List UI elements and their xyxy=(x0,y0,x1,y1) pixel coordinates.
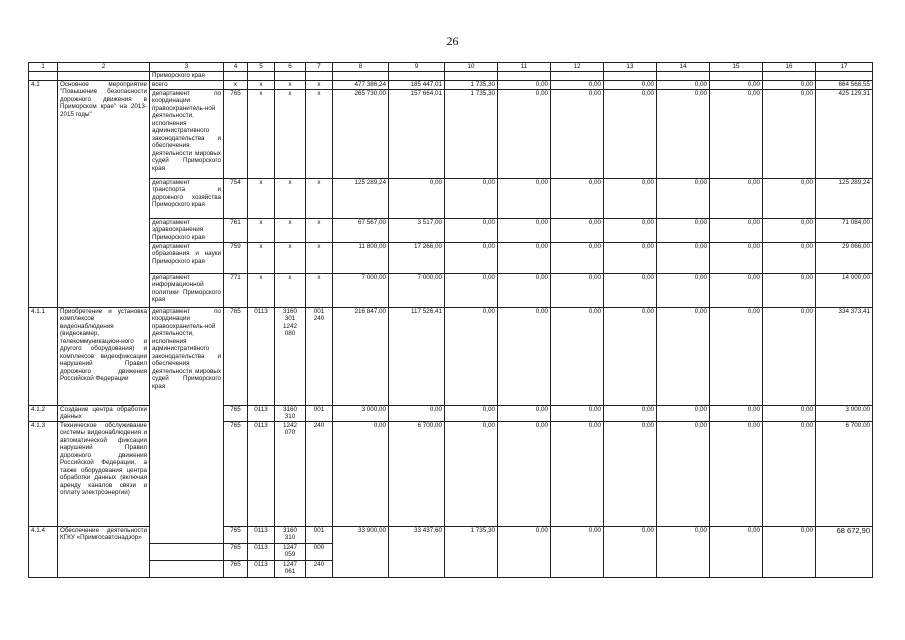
value-cell: 0,00 xyxy=(763,421,816,526)
value-cell: 0,00 xyxy=(551,526,604,577)
value-cell: 0,00 xyxy=(498,405,551,421)
total-cell: 664 568,55 xyxy=(816,80,873,89)
column-header: 6 xyxy=(275,63,306,72)
table-row xyxy=(29,72,873,81)
value-cell: 0,00 xyxy=(551,242,604,273)
value-cell: 0,00 xyxy=(604,526,657,577)
value-cell: 0,00 xyxy=(498,526,551,577)
value-cell: 0,00 xyxy=(763,273,816,307)
value-cell: 0,00 xyxy=(710,242,763,273)
code-grbs: 765 xyxy=(224,421,248,526)
value-cell: 0,00 xyxy=(763,526,816,577)
total-cell: 68 672,90 xyxy=(816,526,873,577)
value-cell: 265 730,00 xyxy=(333,89,389,178)
value-cell: 0,00 xyxy=(657,307,710,405)
executor: всего xyxy=(150,80,224,89)
value-cell: 1 735,30 xyxy=(445,89,498,178)
value-cell: 0,00 xyxy=(445,218,498,242)
code-vr: x xyxy=(306,89,333,178)
value-cell: 0,00 xyxy=(604,405,657,421)
value-cell: 0,00 xyxy=(763,405,816,421)
value-cell xyxy=(333,72,389,81)
row-number: 4.1.3 xyxy=(29,421,58,526)
column-header: 5 xyxy=(248,63,275,72)
value-cell: 0,00 xyxy=(333,421,389,526)
total-cell xyxy=(816,72,873,81)
code-grbs xyxy=(224,72,248,81)
value-cell: 185 447,01 xyxy=(389,80,445,89)
column-header: 13 xyxy=(604,63,657,72)
code-csr: 1242 070 xyxy=(275,421,306,526)
code-grbs: 765 xyxy=(224,405,248,421)
code-vr: x xyxy=(306,80,333,89)
value-cell: 0,00 xyxy=(604,218,657,242)
code-csr: 1247 061 xyxy=(275,560,306,577)
code-grbs: 759 xyxy=(224,242,248,273)
value-cell: 0,00 xyxy=(498,218,551,242)
code-rzpr: 0113 xyxy=(248,421,275,526)
code-rzpr: x xyxy=(248,89,275,178)
value-cell: 0,00 xyxy=(498,307,551,405)
value-cell: 477 386,24 xyxy=(333,80,389,89)
code-vr: 000 xyxy=(306,543,333,560)
code-vr: 240 xyxy=(306,421,333,526)
activity-name: Создание центра обработки данных xyxy=(58,405,150,421)
value-cell: 0,00 xyxy=(445,421,498,526)
row-number: 4.1.2 xyxy=(29,405,58,421)
table-row xyxy=(29,242,873,273)
code-rzpr: 0113 xyxy=(248,560,275,577)
code-grbs: 754 xyxy=(224,178,248,218)
value-cell xyxy=(498,72,551,81)
code-rzpr: 0113 xyxy=(248,405,275,421)
code-rzpr: 0113 xyxy=(248,307,275,405)
column-header: 17 xyxy=(816,63,873,72)
value-cell: 0,00 xyxy=(763,80,816,89)
activity-name: Обеспечение деятельности КГКУ «Примгосавтонадзор» xyxy=(58,526,150,577)
code-vr: 001 xyxy=(306,405,333,421)
row-number: 4.1 xyxy=(29,80,58,307)
value-cell: 0,00 xyxy=(604,80,657,89)
row-number: 4.1.1 xyxy=(29,307,58,405)
value-cell: 7 000,00 xyxy=(389,273,445,307)
code-csr: 3160 310 xyxy=(275,405,306,421)
total-cell: 3 000,00 xyxy=(816,405,873,421)
column-header: 15 xyxy=(710,63,763,72)
value-cell xyxy=(389,72,445,81)
value-cell: 0,00 xyxy=(445,307,498,405)
value-cell: 0,00 xyxy=(710,273,763,307)
code-grbs: 765 xyxy=(224,89,248,178)
value-cell: 0,00 xyxy=(389,405,445,421)
column-header: 8 xyxy=(333,63,389,72)
code-rzpr: x xyxy=(248,80,275,89)
code-vr: x xyxy=(306,178,333,218)
value-cell: 0,00 xyxy=(763,242,816,273)
code-csr: 3160 310 xyxy=(275,526,306,543)
executor: департамент здравоохранения Приморского края xyxy=(150,218,224,242)
column-header: 4 xyxy=(224,63,248,72)
table-row xyxy=(29,218,873,242)
value-cell: 0,00 xyxy=(445,273,498,307)
executor: департамент по координации правоохранитель-ной деятельности, исполнения административного законодательства и обеспечения деятельности мировых судей Приморского края xyxy=(150,89,224,178)
value-cell: 0,00 xyxy=(763,307,816,405)
code-grbs: 765 xyxy=(224,560,248,577)
code-csr: x xyxy=(275,80,306,89)
value-cell: 11 800,00 xyxy=(333,242,389,273)
value-cell: 0,00 xyxy=(710,405,763,421)
value-cell: 0,00 xyxy=(710,89,763,178)
value-cell: 0,00 xyxy=(657,80,710,89)
executor: департамент информационной политики Приморского края xyxy=(150,273,224,307)
activity-name: Техническое обслуживание системы видеонаблюдения и автоматической фиксации нарушений Правил дорожного движения Российской Федерации, а также оборудования центра обработки данных (включая аренду каналов связи и оплату электроэнергии) xyxy=(58,421,150,526)
value-cell: 0,00 xyxy=(551,307,604,405)
value-cell: 0,00 xyxy=(498,80,551,89)
page-number: 26 xyxy=(446,34,459,48)
column-header: 12 xyxy=(551,63,604,72)
value-cell: 0,00 xyxy=(710,307,763,405)
value-cell: 0,00 xyxy=(657,242,710,273)
value-cell: 0,00 xyxy=(604,178,657,218)
table-row xyxy=(29,89,873,178)
value-cell: 17 266,00 xyxy=(389,242,445,273)
value-cell: 125 289,24 xyxy=(333,178,389,218)
value-cell: 0,00 xyxy=(763,218,816,242)
value-cell: 0,00 xyxy=(551,421,604,526)
code-vr: 240 xyxy=(306,560,333,577)
code-grbs: 765 xyxy=(224,526,248,543)
value-cell: 67 567,00 xyxy=(333,218,389,242)
value-cell: 33 900,00 xyxy=(333,526,389,577)
column-header: 3 xyxy=(150,63,224,72)
value-cell: 1 735,30 xyxy=(445,80,498,89)
code-csr: 3160 301 1242 080 xyxy=(275,307,306,405)
value-cell xyxy=(657,72,710,81)
budget-table xyxy=(28,62,873,578)
total-cell: 6 700,00 xyxy=(816,421,873,526)
code-grbs: 771 xyxy=(224,273,248,307)
executor xyxy=(150,543,224,560)
total-cell: 425 129,31 xyxy=(816,89,873,178)
code-csr: x xyxy=(275,89,306,178)
executor: департамент транспорта и дорожного хозяйства Приморского края xyxy=(150,178,224,218)
column-header: 16 xyxy=(763,63,816,72)
value-cell: 3 517,00 xyxy=(389,218,445,242)
code-vr xyxy=(306,72,333,81)
value-cell: 0,00 xyxy=(763,178,816,218)
value-cell xyxy=(604,72,657,81)
value-cell xyxy=(551,72,604,81)
value-cell: 7 000,00 xyxy=(333,273,389,307)
code-grbs: 761 xyxy=(224,218,248,242)
code-rzpr xyxy=(248,72,275,81)
value-cell: 0,00 xyxy=(445,242,498,273)
value-cell: 6 700,00 xyxy=(389,421,445,526)
value-cell: 0,00 xyxy=(604,242,657,273)
value-cell: 0,00 xyxy=(498,421,551,526)
value-cell: 0,00 xyxy=(551,89,604,178)
value-cell: 0,00 xyxy=(604,421,657,526)
code-vr: 001 240 xyxy=(306,307,333,405)
value-cell: 117 526,41 xyxy=(389,307,445,405)
header-row xyxy=(29,63,873,72)
code-csr: 1247 059 xyxy=(275,543,306,560)
code-vr: x xyxy=(306,273,333,307)
table-row xyxy=(29,273,873,307)
code-csr: x xyxy=(275,242,306,273)
value-cell: 0,00 xyxy=(551,273,604,307)
value-cell: 33 437,60 xyxy=(389,526,445,577)
value-cell: 0,00 xyxy=(657,405,710,421)
value-cell: 216 847,00 xyxy=(333,307,389,405)
value-cell: 0,00 xyxy=(657,526,710,577)
code-grbs: x xyxy=(224,80,248,89)
activity-name: Приобретение и установка комплексов видеонаблюдения (видеокамер, телекоммуникацион-ного и другого оборудования) и комплексов видеофиксации нарушений Правил дорожного движения Российской Федерации xyxy=(58,307,150,405)
value-cell xyxy=(445,72,498,81)
total-cell: 14 000,00 xyxy=(816,273,873,307)
value-cell xyxy=(763,72,816,81)
column-header: 7 xyxy=(306,63,333,72)
code-rzpr: 0113 xyxy=(248,543,275,560)
value-cell: 0,00 xyxy=(551,218,604,242)
code-vr: 001 xyxy=(306,526,333,543)
activity-name: Основное мероприятие "Повышение безопасности дорожного движения в Приморском крае" на 2013-2015 годы" xyxy=(58,80,150,307)
value-cell: 0,00 xyxy=(657,89,710,178)
value-cell: 3 000,00 xyxy=(333,405,389,421)
value-cell: 0,00 xyxy=(445,405,498,421)
code-csr: x xyxy=(275,178,306,218)
value-cell: 0,00 xyxy=(710,178,763,218)
value-cell: 0,00 xyxy=(551,80,604,89)
row-number: 4.1.4 xyxy=(29,526,58,577)
value-cell: 0,00 xyxy=(710,218,763,242)
code-grbs: 765 xyxy=(224,307,248,405)
value-cell: 0,00 xyxy=(710,80,763,89)
executor: Приморского края xyxy=(150,72,224,81)
code-vr: x xyxy=(306,218,333,242)
executor: департамент образования и науки Приморского края xyxy=(150,242,224,273)
column-header: 1 xyxy=(29,63,58,72)
code-rzpr: x xyxy=(248,273,275,307)
total-cell: 125 289,24 xyxy=(816,178,873,218)
column-header: 14 xyxy=(657,63,710,72)
total-cell: 29 066,00 xyxy=(816,242,873,273)
value-cell: 1 735,30 xyxy=(445,526,498,577)
value-cell: 0,00 xyxy=(763,89,816,178)
code-rzpr: x xyxy=(248,178,275,218)
value-cell xyxy=(710,72,763,81)
code-csr: x xyxy=(275,218,306,242)
value-cell: 0,00 xyxy=(710,526,763,577)
code-csr xyxy=(275,72,306,81)
table-row xyxy=(29,178,873,218)
executor: департамент по координации правоохранитель-ной деятельности, исполнения административного законодательства и обеспечения деятельности мировых судей Приморского края xyxy=(150,307,224,543)
table-row xyxy=(29,80,873,89)
value-cell: 0,00 xyxy=(657,273,710,307)
value-cell: 157 664,01 xyxy=(389,89,445,178)
code-rzpr: x xyxy=(248,242,275,273)
value-cell: 0,00 xyxy=(498,89,551,178)
code-vr: x xyxy=(306,242,333,273)
executor xyxy=(150,560,224,577)
code-rzpr: x xyxy=(248,218,275,242)
value-cell: 0,00 xyxy=(710,421,763,526)
column-header: 9 xyxy=(389,63,445,72)
value-cell: 0,00 xyxy=(657,421,710,526)
code-rzpr: 0113 xyxy=(248,526,275,543)
value-cell: 0,00 xyxy=(498,273,551,307)
value-cell: 0,00 xyxy=(604,307,657,405)
value-cell: 0,00 xyxy=(604,89,657,178)
code-grbs: 765 xyxy=(224,543,248,560)
value-cell: 0,00 xyxy=(657,218,710,242)
total-cell: 71 084,00 xyxy=(816,218,873,242)
column-header: 2 xyxy=(58,63,150,72)
column-header: 10 xyxy=(445,63,498,72)
code-csr: x xyxy=(275,273,306,307)
column-header: 11 xyxy=(498,63,551,72)
value-cell: 0,00 xyxy=(389,178,445,218)
value-cell: 0,00 xyxy=(498,178,551,218)
total-cell: 334 373,41 xyxy=(816,307,873,405)
value-cell: 0,00 xyxy=(657,178,710,218)
value-cell: 0,00 xyxy=(498,242,551,273)
value-cell: 0,00 xyxy=(604,273,657,307)
value-cell: 0,00 xyxy=(551,405,604,421)
row-number xyxy=(29,72,58,81)
table-row xyxy=(29,307,873,405)
value-cell: 0,00 xyxy=(445,178,498,218)
value-cell: 0,00 xyxy=(551,178,604,218)
activity-name xyxy=(58,72,150,81)
